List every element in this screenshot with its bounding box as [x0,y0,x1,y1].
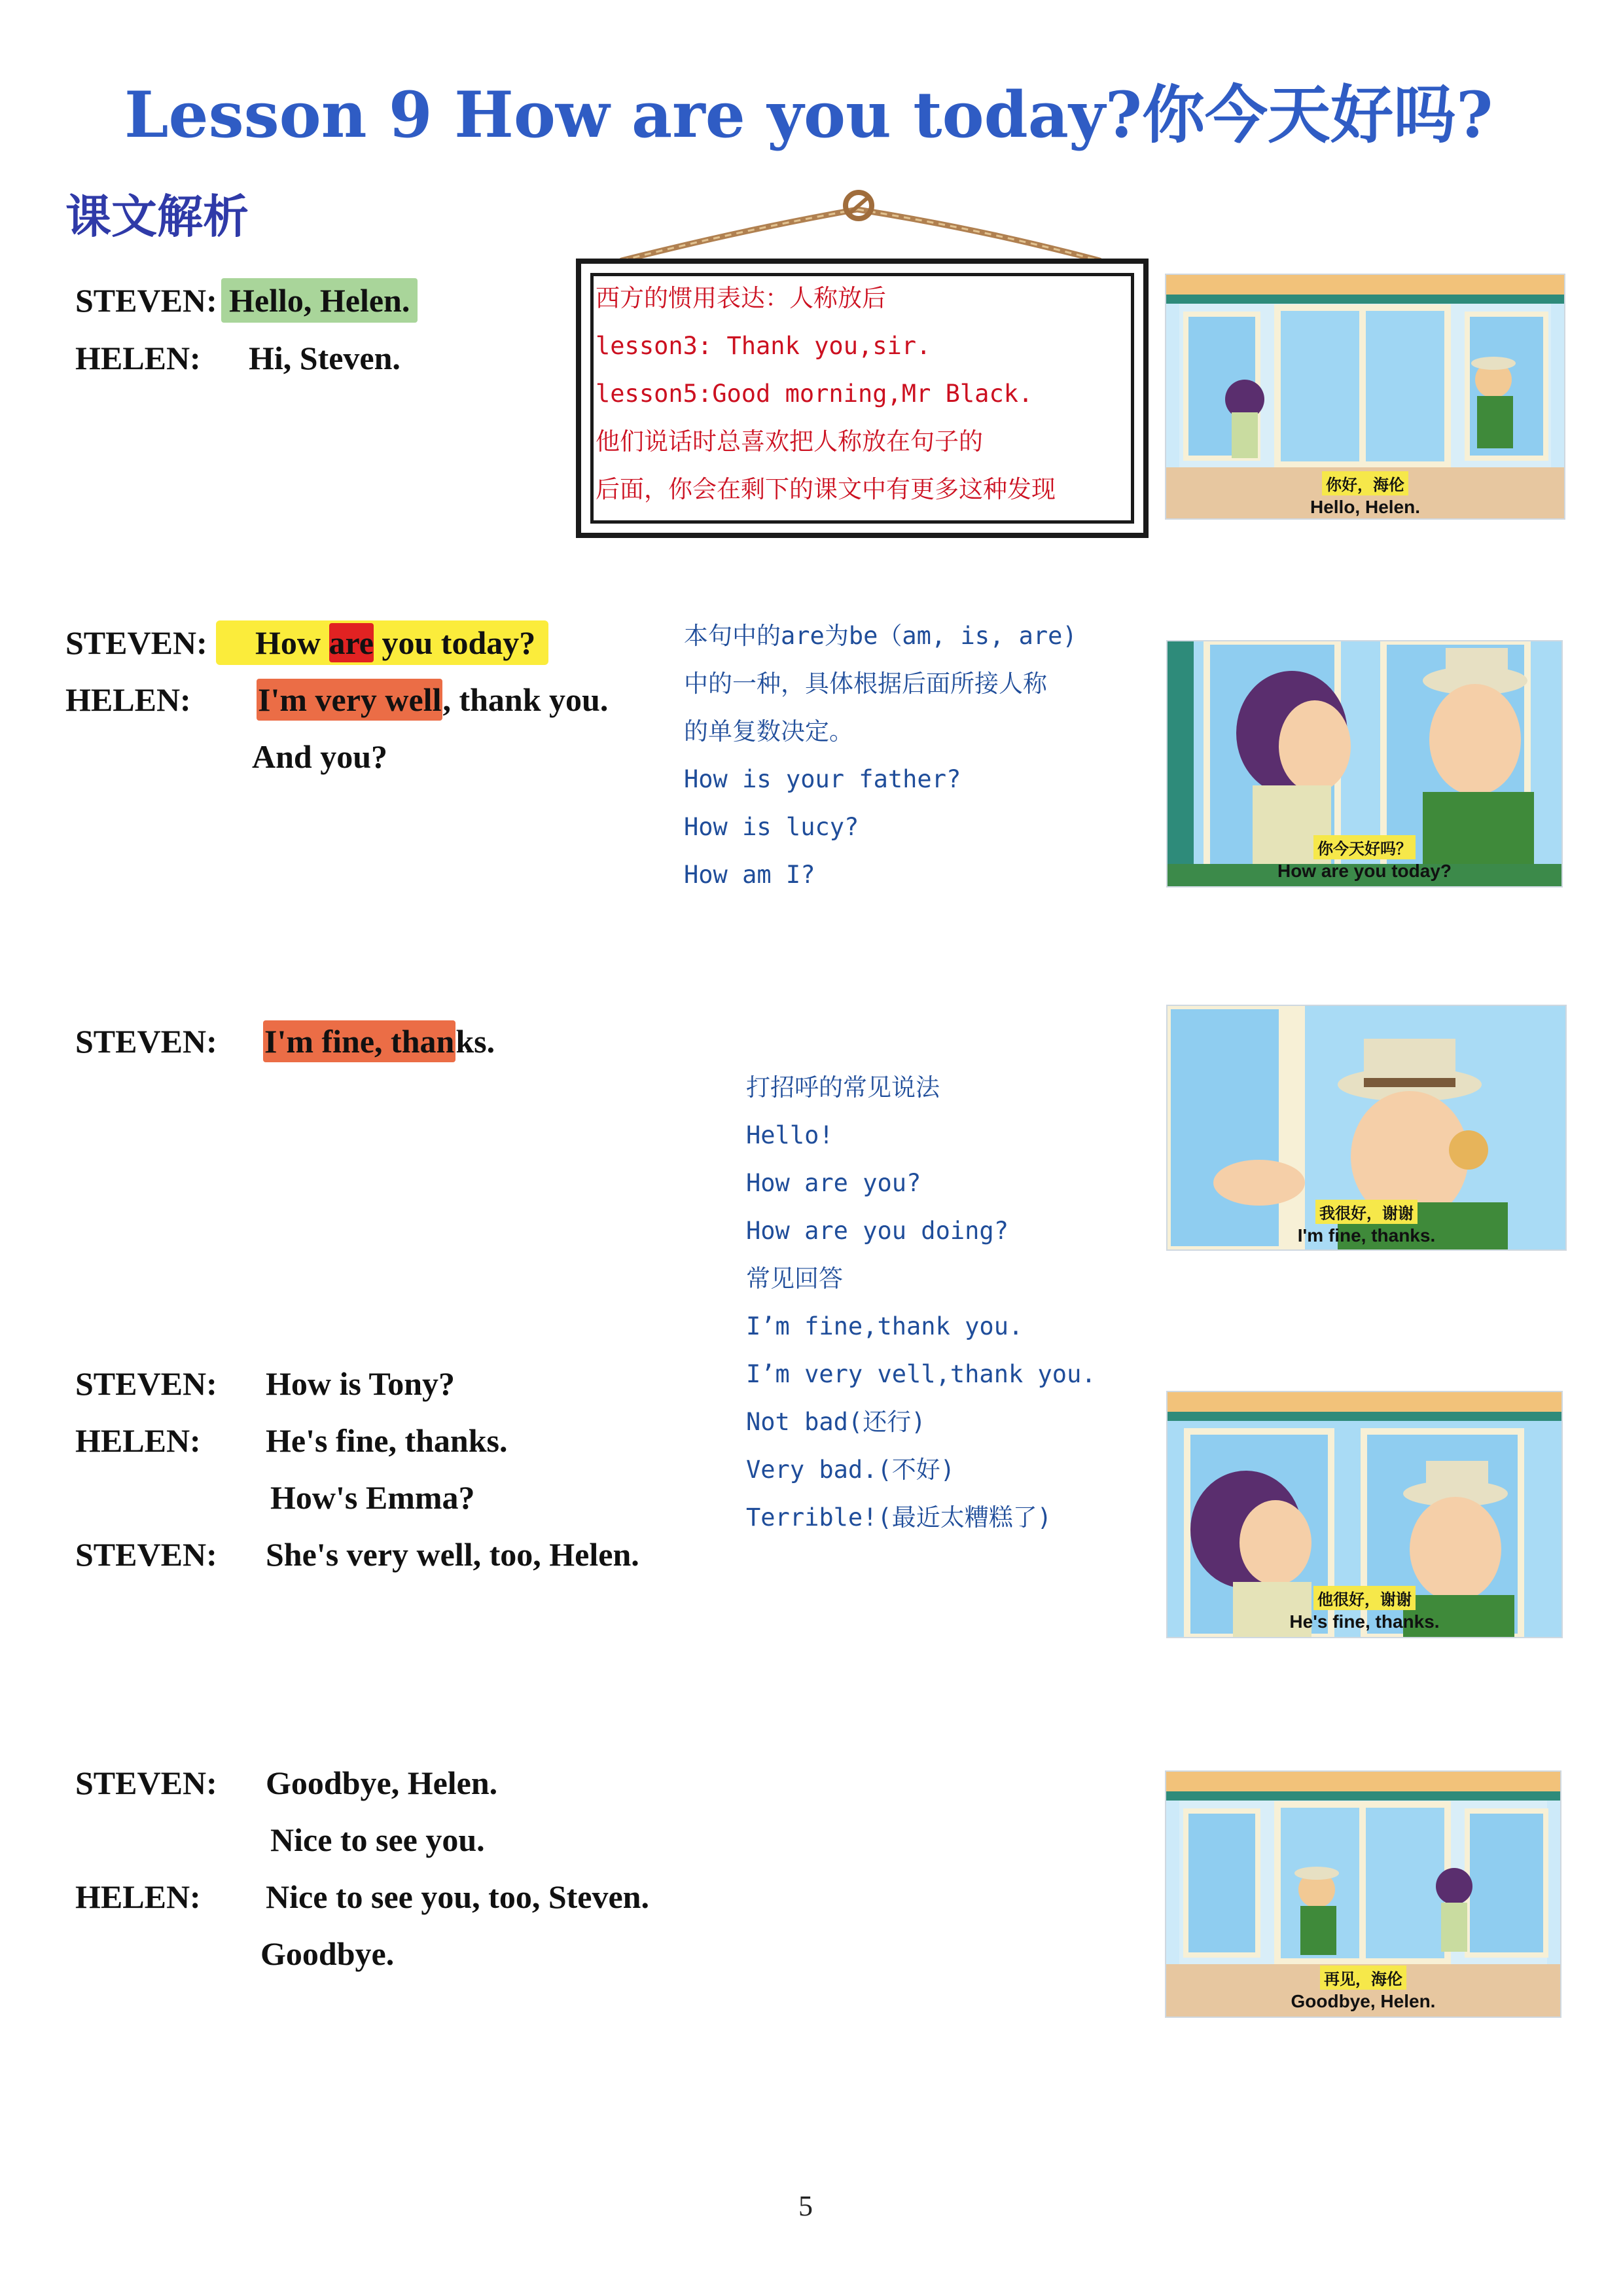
speaker-helen: HELEN: [65,681,191,718]
dialogue-line: Goodbye, Helen. [266,1765,498,1801]
note-line: 打招呼的常见说法 [746,1073,940,1102]
lesson-image-he-is-fine [1166,1391,1563,1638]
lesson-image-hello [1165,274,1565,520]
note-line: 的单复数决定。 [684,717,853,745]
lesson-image-goodbye [1165,1770,1561,2018]
dialogue-line: And you? [252,738,388,775]
note-line: I’m very vell,thank you. [746,1360,1096,1388]
note-line: Not bad(还行) [746,1408,926,1436]
speaker-steven: STEVEN: [75,1536,217,1573]
dialogue-line: How's Emma? [270,1479,475,1516]
speaker-steven: STEVEN: [75,1365,217,1402]
dialogue-line: Nice to see you. [270,1821,485,1858]
dialogue-line: Nice to see you, too, Steven. [266,1878,649,1915]
caption-chinese: 你好，海伦 [1322,471,1408,495]
note-line: 西方的惯用表达：人称放后 [596,284,886,312]
text-fragment: , thank you. [442,681,609,718]
dialogue-line [263,1022,495,1060]
dialogue-line [216,624,548,662]
speaker-steven: STEVEN: [65,624,207,661]
note-frame-text [596,274,1056,513]
note-line: How is your father? [684,765,961,793]
dialogue-line [221,281,418,319]
caption-english: Hello, Helen. [1310,497,1421,517]
caption-chinese: 再见，海伦 [1320,1965,1406,1990]
page-title: Lesson 9 How are you today?你今天好吗? [124,78,1493,152]
text-fragment: ks. [455,1023,495,1060]
speaker-helen: HELEN: [75,340,201,376]
speaker-steven: STEVEN: [75,1765,217,1801]
dialogue-line: He's fine, thanks. [266,1422,508,1459]
speaker-steven: STEVEN: [75,1023,217,1060]
note-line: I’m fine,thank you. [746,1312,1024,1340]
image-caption [1168,1200,1565,1246]
text-fragment: How [255,624,329,661]
caption-english: I'm fine, thanks. [1297,1225,1436,1246]
caption-chinese: 你今天好吗？ [1313,835,1416,859]
note-frame [576,259,1149,538]
note-line: 本句中的are为be（am, is, are) [684,622,1077,650]
note-line: How are you doing? [746,1217,1008,1245]
caption-chinese: 我很好，谢谢 [1315,1200,1418,1224]
image-caption [1166,1965,1560,2012]
image-caption [1168,1586,1561,1632]
note-line: How are you? [746,1169,921,1197]
dialogue-line: She's very well, too, Helen. [266,1536,639,1573]
highlight-orange: I'm very well [257,679,442,721]
highlight-orange: I'm fine, than [263,1020,455,1062]
lesson-image-how-are-you [1166,640,1563,888]
note-line: 常见回答 [746,1265,843,1293]
note-be-verb [684,612,1077,899]
note-line: How is lucy? [684,813,859,841]
caption-chinese: 他很好，谢谢 [1313,1586,1416,1610]
dialogue-line [257,681,608,719]
lesson-image-fine-thanks [1166,1005,1567,1251]
highlight-green: Hello, Helen. [221,278,418,323]
highlight-yellow [216,620,548,665]
note-line: 中的一种，具体根据后面所接人称 [684,670,1047,698]
note-line: lesson5:Good morning,Mr Black. [596,380,1033,408]
caption-english: Goodbye, Helen. [1291,1991,1436,2011]
dialogue-line: Goodbye. [260,1935,395,1972]
note-line: lesson3: Thank you,sir. [596,332,931,360]
note-line: How am I? [684,861,815,889]
image-caption [1168,835,1561,882]
note-greetings [746,1064,1096,1541]
note-line: Very bad.(不好) [746,1456,955,1484]
text-fragment: you today? [373,624,536,661]
speaker-helen: HELEN: [75,1422,201,1459]
hanging-rope-icon [615,183,1113,268]
dialogue-line: Hi, Steven. [249,340,401,376]
speaker-steven: STEVEN: [75,282,217,319]
caption-english: He's fine, thanks. [1289,1611,1440,1632]
dialogue-line: How is Tony? [266,1365,455,1402]
speaker-helen: HELEN: [75,1878,201,1915]
page-number: 5 [798,2190,813,2222]
note-line: 后面，你会在剩下的课文中有更多这种发现 [596,475,1056,503]
image-caption [1166,471,1564,518]
section-heading: 课文解析 [65,190,249,243]
caption-english: How are you today? [1277,861,1452,881]
note-line: Hello! [746,1121,834,1149]
note-line: Terrible!(最近太糟糕了) [746,1503,1052,1532]
highlight-red: are [329,624,374,661]
note-line: 他们说话时总喜欢把人称放在句子的 [596,427,983,456]
